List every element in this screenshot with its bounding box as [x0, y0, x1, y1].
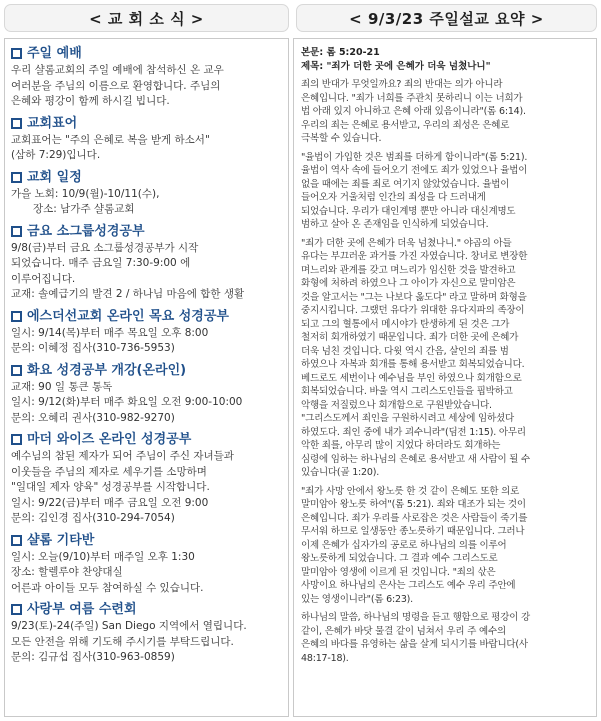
- news-section-heading: [11, 115, 282, 132]
- news-section: [11, 308, 282, 357]
- sermon-line: 율법이 역사 속에 들어오기 전에도 죄가 있었으나 율법이: [301, 165, 528, 176]
- news-section: [11, 601, 282, 666]
- news-section-title: 에스더선교회 온라인 목요 성경공부: [27, 308, 229, 324]
- news-line: 교재: 90 일 통큰 통독: [11, 380, 113, 393]
- square-bullet-icon: [11, 311, 22, 322]
- sermon-line: 회복되었습니다. 바울 역시 그리스도인들을 핍박하고: [301, 386, 513, 397]
- news-line: 교회표어는 "주의 은혜로 복을 받게 하소서": [11, 133, 210, 146]
- sermon-line: 이제 은혜가 십자가의 공로로 하나님의 의를 이루어: [301, 539, 507, 551]
- news-section-title: 주일 예배: [27, 46, 82, 61]
- news-line: 일시: 9/22(금)부터 매주 금요일 오전 9:00: [11, 496, 209, 509]
- news-section-heading: [11, 362, 282, 379]
- news-line: 교재: 솔예급기의 발견 2 / 하나님 마음에 합한 생활: [11, 288, 245, 300]
- sermon-title: 제목: "죄가 더한 곳에 은혜가 더욱 넘쳤나니": [301, 60, 491, 72]
- news-line: 9/8(금)부터 금요 소그룹성경공부가 시작: [11, 241, 199, 254]
- news-section-heading: [11, 169, 282, 186]
- sermon-summary-banner: < 9/3/23 주일설교 요약 >: [296, 4, 597, 32]
- sermon-line: 며느리와 관계를 갖고 며느리가 임신한 것을 발견하고: [301, 264, 516, 276]
- sermon-line: 되고 그의 혈통에서 메시야가 탄생하게 된 것은 그가: [301, 318, 510, 330]
- sermon-line: 더욱 넘친 것입니다. 다윗 역시 간음, 살인의 죄를 범: [301, 345, 509, 357]
- news-section-heading: [11, 532, 282, 549]
- sermon-line: 48:17-18).: [301, 652, 349, 664]
- square-bullet-icon: [11, 434, 22, 445]
- sermon-line: "죄가 사망 안에서 왕노릇 한 것 같이 은혜도 또한 의로: [301, 485, 520, 497]
- sermon-line: 말미암아 영생에 이르게 된 것입니다. "죄의 삯은: [301, 566, 496, 578]
- sermon-line: 죄의 반대가 무엇일까요? 죄의 반대는 의가 아니라: [301, 79, 503, 90]
- sermon-line: 철저히 회개하였기 때문입니다. 죄가 더한 곳에 은혜가: [301, 332, 519, 343]
- sermon-line: 있습니다(골 1:20).: [301, 467, 380, 478]
- sermon-line: 되었습니다. 우리가 대인계명 뿐만 아니라 대신계명도: [301, 205, 516, 217]
- square-bullet-icon: [11, 172, 22, 183]
- news-line: 9/23(토)-24(주일) San Diego 지역에서 열립니다.: [11, 620, 247, 632]
- square-bullet-icon: [11, 365, 22, 376]
- news-line: 이웃들을 주님의 제자로 세우기를 소망하며: [11, 465, 207, 478]
- sermon-line: 화형에 처하려 하였으나 그 아이가 자신으로 말미암은: [301, 278, 516, 289]
- sermon-line: 유다는 부끄러운 과거를 가진 자였습니다. 창녀로 변장한: [301, 251, 528, 262]
- news-section: [11, 115, 282, 164]
- sermon-line: 사망이요 하나님의 은사는 그리스도 예수 우리 주안에: [301, 580, 516, 591]
- news-line: 가을 노회: 10/9(월)-10/11(수),: [11, 187, 160, 200]
- news-line: 일시: 9/14(목)부터 매주 목요일 오후 8:00: [11, 326, 209, 339]
- news-line: 문의: 이혜정 집사(310-736-5953): [11, 342, 175, 354]
- sermon-line: 범하고 살아 온 존재임을 인식하게 되었습니다.: [301, 219, 489, 230]
- news-section-title: 교회 일정: [27, 169, 82, 185]
- news-line: 어른과 아이들 모두 참여하실 수 있습니다.: [11, 581, 204, 594]
- news-line: 여러분을 주님의 이름으로 환영합니다. 주님의: [11, 79, 221, 92]
- sermon-paragraph: [301, 611, 589, 665]
- sermon-line: 은혜입니다. "죄가 너희를 주관치 못하리니 이는 너희가: [301, 92, 523, 104]
- sermon-line: "그리스도께서 죄인을 구원하시려고 세상에 임하셨다: [301, 413, 514, 424]
- news-line: 장소: 할렐루야 찬양대실: [11, 566, 123, 578]
- sermon-line: 법 아래 있지 아니하고 은혜 아래 있음이니라"(롬 6:14).: [301, 106, 526, 117]
- news-section-title: 마더 와이즈 온라인 성경공부: [27, 432, 192, 447]
- news-section-heading: [11, 45, 282, 62]
- news-line: 문의: 김규섭 집사(310-963-0859): [11, 651, 175, 663]
- news-line: 예수님의 참된 제자가 되어 주님이 주신 자녀들과: [11, 450, 234, 462]
- sermon-line: 은혜입니다. 죄가 우리를 사로잡은 것은 사람들이 죽기를: [301, 512, 528, 524]
- news-section-title: 화요 성경공부 개강(온라인): [27, 362, 187, 378]
- news-line: "일대일 제자 양육" 성경공부를 시작합니다.: [11, 481, 210, 493]
- news-line: 문의: 김인경 집사(310-294-7054): [11, 512, 175, 524]
- square-bullet-icon: [11, 118, 22, 129]
- sermon-line: 우리의 죄는 은혜로 용서받고, 우리의 죄성은 은혜로: [301, 119, 510, 131]
- sermon-line: 들어오자 거울처럼 인간의 죄성을 다 드러내게: [301, 192, 486, 203]
- news-line: 일시: 오늘(9/10)부터 매주일 오후 1:30: [11, 550, 195, 563]
- sermon-line: 같이, 은혜가 바닷 물결 같이 넘쳐서 우리 주 예수의: [301, 625, 506, 637]
- square-bullet-icon: [11, 226, 22, 237]
- news-line: 문의: 오혜리 권사(310-982-9270): [11, 411, 175, 424]
- sermon-line: 하였도다. 죄인 중에 내가 괴수니라"(딤전 1:15). 아무리: [301, 426, 526, 438]
- sermon-body: [301, 78, 589, 665]
- sermon-line: "죄가 더한 곳에 은혜가 더욱 넘쳤나니." 야곱의 아들: [301, 237, 512, 249]
- sermon-paragraph: [301, 237, 589, 480]
- news-section: [11, 431, 282, 527]
- news-line: 우리 샬롬교회의 주일 예배에 참석하신 온 교우: [11, 64, 224, 76]
- square-bullet-icon: [11, 604, 22, 615]
- sermon-line: 악행을 저질렀으나 회개함으로 구원받았습니다.: [301, 399, 492, 411]
- news-section-heading: [11, 223, 282, 240]
- news-section-heading: [11, 308, 282, 325]
- news-line: 일시: 9/12(화)부터 매주 화요일 오전 9:00-10:00: [11, 396, 243, 408]
- sermon-line: 말미암아 왕노릇 하여"(롬 5:21). 죄와 대조가 되는 것이: [301, 499, 526, 510]
- news-line: (삼하 7:29)입니다.: [11, 149, 101, 161]
- news-section-heading: [11, 601, 282, 618]
- sermon-line: 있는 영생이니라"(롬 6:23).: [301, 593, 413, 605]
- sermon-line: 은혜의 바다를 유영하는 삶을 살게 되시기를 바랍니다(사: [301, 639, 528, 650]
- sermon-paragraph: [301, 78, 589, 146]
- sermon-line: 왕노릇하게 되었습니다. 그 결과 예수 그리스도로: [301, 553, 498, 564]
- sermon-line: 무서워 하므로 일생동안 종노릇하기 때문입니다. 그러나: [301, 526, 525, 537]
- sermon-line: 하나님의 말씀, 하나님의 명령을 듣고 행함으로 평강이 강: [301, 612, 531, 623]
- news-section-title: 사랑부 여름 수련회: [27, 602, 137, 617]
- sermon-line: 악한 죄를, 아무리 많이 지었다 하더라도 회개하는: [301, 440, 501, 451]
- news-line: 은혜와 평강이 함께 하시길 빕니다.: [11, 95, 170, 107]
- news-line: 모든 안전을 위해 기도해 주시기를 부탁드립니다.: [11, 635, 234, 648]
- news-section: [11, 45, 282, 110]
- news-section-title: 금요 소그룹성경공부: [27, 223, 145, 239]
- sermon-line: 베드로도 세번이나 예수님을 부인 하였으나 회개함으로: [301, 372, 522, 384]
- news-section: [11, 532, 282, 597]
- news-section: [11, 169, 282, 218]
- sermon-line: 극복할 수 있습니다.: [301, 133, 382, 144]
- news-section-title: 샬롬 기타반: [27, 532, 95, 548]
- sermon-paragraph: [301, 151, 589, 232]
- news-section-heading: [11, 431, 282, 448]
- sermon-line: "율법이 가입한 것은 범죄를 더하게 함이니라"(롬 5:21).: [301, 151, 528, 163]
- sermon-summary-column: [293, 38, 597, 717]
- news-line: 되었습니다. 매주 금요일 7:30-9:00 에: [11, 257, 191, 269]
- news-section-title: 교회표어: [27, 115, 78, 131]
- square-bullet-icon: [11, 48, 22, 59]
- sermon-passage: 본문: 롬 5:20-21: [301, 47, 380, 58]
- news-line: 장소: 남가주 샬롬교회: [33, 203, 135, 215]
- news-line: 이루어집니다.: [11, 272, 76, 285]
- news-section: [11, 362, 282, 427]
- sermon-line: 없을 때에는 죄를 죄로 여기지 않았었습니다. 율법이: [301, 178, 510, 190]
- church-news-banner: < 교 회 소 식 >: [4, 4, 289, 32]
- square-bullet-icon: [11, 535, 22, 546]
- news-section: [11, 223, 282, 303]
- sermon-line: 하였으나 자복과 회개를 통해 용서받고 회복되었습니다.: [301, 359, 525, 370]
- sermon-line: 중지시킵니다. 그랬던 유다가 위대한 유다지파의 족장이: [301, 305, 525, 316]
- church-news-column: [4, 38, 289, 717]
- sermon-line: 심령에 임하는 하나님의 은혜로 용서받고 새 사람이 될 수: [301, 453, 531, 465]
- sermon-line: 것을 알고서는 "그는 나보다 옳도다" 라고 말하며 화형을: [301, 291, 527, 303]
- sermon-paragraph: [301, 485, 589, 607]
